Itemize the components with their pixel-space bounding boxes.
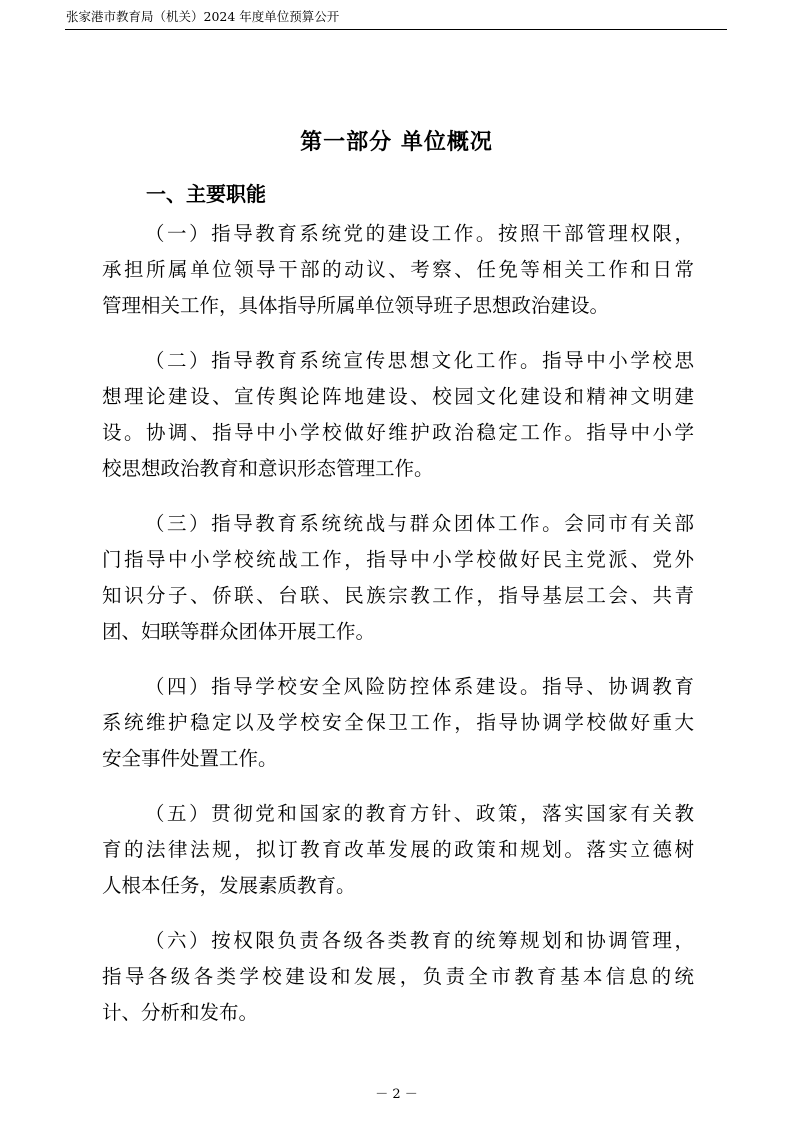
paragraph-line: 团、妇联等群众团体开展工作。 — [102, 620, 376, 643]
paragraph-line: 育的法律法规，拟订教育改革发展的政策和规划。落实立德树 — [102, 838, 694, 861]
page-title: 第一部分 单位概况 — [300, 130, 493, 155]
paragraph-5 — [102, 796, 694, 904]
paragraph-line: 指导各级各类学校建设和发展，负责全市教育基本信息的统 — [102, 965, 694, 988]
section-heading: 一、主要职能 — [146, 182, 266, 206]
paragraph-line: 人根本任务，发展素质教育。 — [102, 874, 356, 897]
body-text — [102, 216, 694, 1050]
paragraph-line: 计、分析和发布。 — [102, 1001, 259, 1024]
page-number: － 2 － — [375, 1087, 418, 1102]
paragraph-line: （三）指导教育系统统战与群众团体工作。会同市有关部 — [145, 512, 694, 535]
paragraph-6 — [102, 923, 694, 1031]
paragraph-line: 设。协调、指导中小学校做好维护政治稳定工作。指导中小学 — [102, 421, 694, 444]
paragraph-line: （四）指导学校安全风险防控体系建设。指导、协调教育 — [145, 675, 694, 698]
paragraph-3 — [102, 506, 694, 650]
paragraph-line: 门指导中小学校统战工作，指导中小学校做好民主党派、党外 — [102, 548, 694, 571]
paragraph-1 — [102, 216, 694, 324]
paragraph-line: 校思想政治教育和意识形态管理工作。 — [102, 457, 434, 480]
paragraph-line: 知识分子、侨联、台联、民族宗教工作，指导基层工会、共青 — [102, 584, 694, 607]
paragraph-4 — [102, 669, 694, 777]
paragraph-line: 系统维护稳定以及学校安全保卫工作，指导协调学校做好重大 — [102, 711, 694, 734]
paragraph-line: 安全事件处置工作。 — [102, 747, 278, 770]
paragraph-line: （二）指导教育系统宣传思想文化工作。指导中小学校思 — [145, 349, 694, 372]
paragraph-line: 管理相关工作，具体指导所属单位领导班子思想政治建设。 — [102, 294, 610, 317]
paragraph-line: 想理论建设、宣传舆论阵地建设、校园文化建设和精神文明建 — [102, 385, 694, 408]
paragraph-line: 承担所属单位领导干部的动议、考察、任免等相关工作和日常 — [102, 258, 694, 281]
paragraph-2 — [102, 343, 694, 487]
paragraph-line: （六）按权限负责各级各类教育的统筹规划和协调管理， — [145, 929, 694, 952]
running-header: 张家港市教育局（机关）2024 年度单位预算公开 — [66, 9, 340, 24]
paragraph-line: （一）指导教育系统党的建设工作。按照干部管理权限， — [145, 222, 694, 245]
paragraph-line: （五）贯彻党和国家的教育方针、政策，落实国家有关教 — [145, 802, 694, 825]
header-rule — [65, 29, 727, 30]
